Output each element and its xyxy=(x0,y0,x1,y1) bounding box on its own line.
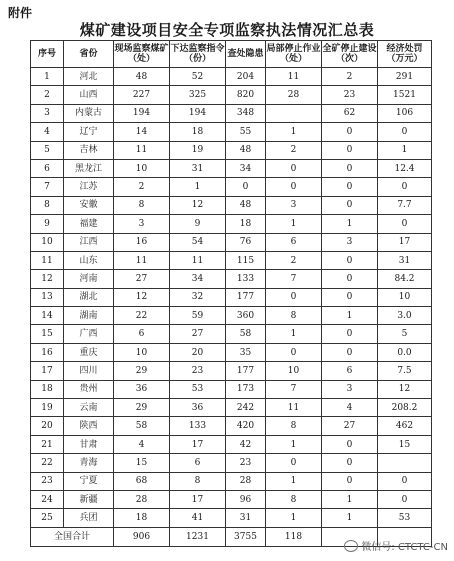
table-cell: 7 xyxy=(266,380,322,398)
header-index: 序号 xyxy=(31,41,64,68)
table-cell: 18 xyxy=(31,380,64,398)
table-cell: 1521 xyxy=(378,86,432,104)
table-cell: 23 xyxy=(31,472,64,490)
table-cell: 4 xyxy=(31,123,64,141)
table-cell: 59 xyxy=(170,307,226,325)
table-cell: 9 xyxy=(170,215,226,233)
table-cell: 5 xyxy=(378,325,432,343)
table-cell: 2 xyxy=(31,86,64,104)
table-row xyxy=(31,343,432,361)
table-cell: 8 xyxy=(31,196,64,214)
table-cell: 58 xyxy=(114,417,170,435)
annex-label: 附件 xyxy=(8,6,33,20)
table-cell: 8 xyxy=(114,196,170,214)
table-cell: 20 xyxy=(31,417,64,435)
table-body xyxy=(31,68,432,528)
table-cell: 青海 xyxy=(64,454,114,472)
table-row xyxy=(31,68,432,86)
table-cell: 42 xyxy=(226,435,266,453)
table-cell: 11 xyxy=(170,251,226,269)
table-cell: 2 xyxy=(266,141,322,159)
table-row xyxy=(31,435,432,453)
table-cell: 12 xyxy=(378,380,432,398)
total-cell: 906 xyxy=(114,527,170,546)
table-cell: 27 xyxy=(114,270,170,288)
table-cell: 242 xyxy=(226,399,266,417)
table-cell: 7 xyxy=(31,178,64,196)
table-cell: 山东 xyxy=(64,251,114,269)
table-cell: 云南 xyxy=(64,399,114,417)
table-cell: 辽宁 xyxy=(64,123,114,141)
table-cell: 18 xyxy=(170,123,226,141)
table-cell: 3.0 xyxy=(378,307,432,325)
table-cell: 0 xyxy=(322,178,378,196)
table-row xyxy=(31,159,432,177)
total-cell: 118 xyxy=(266,527,322,546)
table-cell: 1 xyxy=(322,307,378,325)
table-cell: 84.2 xyxy=(378,270,432,288)
table-cell: 0 xyxy=(322,141,378,159)
table-cell: 6 xyxy=(114,325,170,343)
table-row xyxy=(31,362,432,380)
table-cell: 54 xyxy=(170,233,226,251)
table-cell: 湖南 xyxy=(64,307,114,325)
page-title: 煤矿建设项目安全专项监察执法情况汇总表 xyxy=(79,21,375,39)
table-cell: 35 xyxy=(226,343,266,361)
table-cell: 28 xyxy=(114,490,170,508)
table-cell: 31 xyxy=(378,251,432,269)
table-cell: 8 xyxy=(266,490,322,508)
table-cell: 29 xyxy=(114,399,170,417)
table-cell: 96 xyxy=(226,490,266,508)
table-cell: 360 xyxy=(226,307,266,325)
table-cell: 12 xyxy=(170,196,226,214)
table-cell: 河南 xyxy=(64,270,114,288)
table-cell: 11 xyxy=(31,251,64,269)
table-cell: 15 xyxy=(114,454,170,472)
table-cell: 24 xyxy=(31,490,64,508)
table-cell: 0.0 xyxy=(378,343,432,361)
table-cell: 208.2 xyxy=(378,399,432,417)
header-row xyxy=(31,41,432,68)
table-cell: 10 xyxy=(31,233,64,251)
table-cell: 68 xyxy=(114,472,170,490)
table-cell: 20 xyxy=(170,343,226,361)
table-cell: 19 xyxy=(170,141,226,159)
table-cell: 0 xyxy=(378,490,432,508)
table-cell: 1 xyxy=(266,325,322,343)
table-cell: 23 xyxy=(322,86,378,104)
table-cell: 江西 xyxy=(64,233,114,251)
table-cell: 32 xyxy=(170,288,226,306)
table-cell: 21 xyxy=(31,435,64,453)
table-cell: 0 xyxy=(322,251,378,269)
table-cell: 0 xyxy=(266,159,322,177)
table-cell: 0 xyxy=(378,215,432,233)
table-cell: 兵团 xyxy=(64,509,114,527)
table-cell: 3 xyxy=(322,380,378,398)
table-cell: 1 xyxy=(322,509,378,527)
table-cell: 0 xyxy=(378,123,432,141)
table-cell: 11 xyxy=(114,251,170,269)
table-row xyxy=(31,86,432,104)
table-cell: 10 xyxy=(266,362,322,380)
table-row xyxy=(31,509,432,527)
table-cell: 宁夏 xyxy=(64,472,114,490)
table-row xyxy=(31,123,432,141)
total-label: 全国合计 xyxy=(31,527,114,546)
table-row xyxy=(31,104,432,122)
table-row xyxy=(31,233,432,251)
table-cell: 0 xyxy=(378,178,432,196)
table-cell: 8 xyxy=(266,307,322,325)
table-cell: 山西 xyxy=(64,86,114,104)
table-cell: 52 xyxy=(170,68,226,86)
table-cell: 0 xyxy=(266,343,322,361)
table-cell: 18 xyxy=(114,509,170,527)
table-cell: 1 xyxy=(378,141,432,159)
table-cell: 1 xyxy=(266,472,322,490)
table-cell: 0 xyxy=(322,435,378,453)
table-cell: 1 xyxy=(266,215,322,233)
table-cell: 16 xyxy=(31,343,64,361)
table-cell: 7.7 xyxy=(378,196,432,214)
table-cell: 0 xyxy=(322,454,378,472)
table-cell: 3 xyxy=(114,215,170,233)
table-cell: 湖北 xyxy=(64,288,114,306)
table-cell: 0 xyxy=(322,123,378,141)
table-cell: 31 xyxy=(226,509,266,527)
table-cell: 204 xyxy=(226,68,266,86)
table-row xyxy=(31,490,432,508)
table-cell xyxy=(378,454,432,472)
table-row xyxy=(31,196,432,214)
table-cell: 9 xyxy=(31,215,64,233)
table-row xyxy=(31,454,432,472)
table-cell: 34 xyxy=(170,270,226,288)
table-cell: 133 xyxy=(170,417,226,435)
table-row xyxy=(31,417,432,435)
table-row xyxy=(31,325,432,343)
table-cell: 7 xyxy=(266,270,322,288)
table-cell: 1 xyxy=(266,123,322,141)
table-cell: 16 xyxy=(114,233,170,251)
table-cell: 41 xyxy=(170,509,226,527)
table-cell: 1 xyxy=(322,215,378,233)
table-cell: 0 xyxy=(322,472,378,490)
table-cell: 陕西 xyxy=(64,417,114,435)
table-cell: 1 xyxy=(322,490,378,508)
table-cell: 福建 xyxy=(64,215,114,233)
table-cell: 115 xyxy=(226,251,266,269)
table-cell: 6 xyxy=(322,362,378,380)
table-cell: 10 xyxy=(114,159,170,177)
table-cell: 内蒙古 xyxy=(64,104,114,122)
table-cell: 58 xyxy=(226,325,266,343)
table-cell: 0 xyxy=(322,196,378,214)
table-cell: 29 xyxy=(114,362,170,380)
watermark-text: 微信号: CTCTC-CN xyxy=(361,542,448,553)
table-cell: 27 xyxy=(322,417,378,435)
table-cell: 0 xyxy=(322,325,378,343)
table-cell: 0 xyxy=(266,288,322,306)
table-cell: 62 xyxy=(322,104,378,122)
table-cell: 6 xyxy=(266,233,322,251)
table-cell: 48 xyxy=(226,141,266,159)
wechat-icon xyxy=(344,540,358,552)
table-cell: 12.4 xyxy=(378,159,432,177)
header-orders-issued: 下达监察指令（份） xyxy=(170,41,226,68)
table-cell: 22 xyxy=(31,454,64,472)
table-cell: 53 xyxy=(170,380,226,398)
table-cell: 广西 xyxy=(64,325,114,343)
table-cell: 462 xyxy=(378,417,432,435)
table-cell: 48 xyxy=(114,68,170,86)
table-cell: 甘肃 xyxy=(64,435,114,453)
table-cell: 0 xyxy=(322,159,378,177)
table-cell: 贵州 xyxy=(64,380,114,398)
table-cell: 22 xyxy=(114,307,170,325)
table-cell: 19 xyxy=(31,399,64,417)
table-cell: 黑龙江 xyxy=(64,159,114,177)
table-cell: 0 xyxy=(322,343,378,361)
table-cell: 36 xyxy=(114,380,170,398)
table-cell: 11 xyxy=(266,399,322,417)
table-cell: 194 xyxy=(170,104,226,122)
table-cell: 4 xyxy=(114,435,170,453)
table-cell: 0 xyxy=(266,454,322,472)
total-cell: 3755 xyxy=(226,527,266,546)
table-row xyxy=(31,307,432,325)
table-cell: 177 xyxy=(226,288,266,306)
table-cell: 江苏 xyxy=(64,178,114,196)
table-cell: 133 xyxy=(226,270,266,288)
table-cell: 2 xyxy=(266,251,322,269)
table-cell: 23 xyxy=(226,454,266,472)
table-cell: 14 xyxy=(114,123,170,141)
table-cell: 1 xyxy=(266,435,322,453)
table-cell: 0 xyxy=(378,472,432,490)
table-cell: 0 xyxy=(322,270,378,288)
table-cell: 17 xyxy=(170,435,226,453)
table-cell: 2 xyxy=(114,178,170,196)
table-cell: 4 xyxy=(322,399,378,417)
header-hazards: 查处隐患 xyxy=(226,41,266,68)
table-cell: 17 xyxy=(31,362,64,380)
table-row xyxy=(31,178,432,196)
table-cell: 0 xyxy=(322,288,378,306)
header-partial-stop: 局部停止作业（处） xyxy=(266,41,322,68)
table-cell: 3 xyxy=(322,233,378,251)
table-cell: 76 xyxy=(226,233,266,251)
table-cell: 3 xyxy=(31,104,64,122)
table-cell: 0 xyxy=(226,178,266,196)
table-cell: 34 xyxy=(226,159,266,177)
table-cell: 四川 xyxy=(64,362,114,380)
table-cell: 48 xyxy=(226,196,266,214)
table-cell: 2 xyxy=(322,68,378,86)
table-cell: 12 xyxy=(31,270,64,288)
table-cell: 17 xyxy=(170,490,226,508)
table-cell: 106 xyxy=(378,104,432,122)
table-cell: 27 xyxy=(170,325,226,343)
table-cell: 河北 xyxy=(64,68,114,86)
table-cell: 3 xyxy=(266,196,322,214)
total-cell: 1231 xyxy=(170,527,226,546)
table-cell: 28 xyxy=(266,86,322,104)
table-cell: 10 xyxy=(378,288,432,306)
table-row xyxy=(31,380,432,398)
table-row xyxy=(31,399,432,417)
table-cell: 18 xyxy=(226,215,266,233)
table-cell: 194 xyxy=(114,104,170,122)
table-cell: 8 xyxy=(266,417,322,435)
table-cell: 6 xyxy=(170,454,226,472)
table-cell xyxy=(266,104,322,122)
table-cell: 11 xyxy=(114,141,170,159)
table-row xyxy=(31,215,432,233)
table-cell: 15 xyxy=(378,435,432,453)
table-cell: 420 xyxy=(226,417,266,435)
header-full-stop: 全矿停止建设（次） xyxy=(322,41,378,68)
table-cell: 7.5 xyxy=(378,362,432,380)
table-cell: 6 xyxy=(31,159,64,177)
table-cell: 14 xyxy=(31,307,64,325)
table-cell: 291 xyxy=(378,68,432,86)
table-cell: 8 xyxy=(170,472,226,490)
header-province: 省份 xyxy=(64,41,114,68)
table-cell: 53 xyxy=(378,509,432,527)
table-cell: 13 xyxy=(31,288,64,306)
table-cell: 新疆 xyxy=(64,490,114,508)
table-cell: 55 xyxy=(226,123,266,141)
table-cell: 10 xyxy=(114,343,170,361)
table-cell: 325 xyxy=(170,86,226,104)
table-cell: 36 xyxy=(170,399,226,417)
table-cell: 0 xyxy=(266,178,322,196)
table-cell: 227 xyxy=(114,86,170,104)
table-cell: 17 xyxy=(378,233,432,251)
table-cell: 安徽 xyxy=(64,196,114,214)
table-cell: 820 xyxy=(226,86,266,104)
table-cell: 1 xyxy=(266,509,322,527)
watermark xyxy=(344,538,448,553)
summary-table xyxy=(30,40,432,547)
table-cell: 25 xyxy=(31,509,64,527)
table-cell: 348 xyxy=(226,104,266,122)
table-row xyxy=(31,288,432,306)
table-cell: 5 xyxy=(31,141,64,159)
table-row xyxy=(31,472,432,490)
header-penalty: 经济处罚（万元） xyxy=(378,41,432,68)
table-cell: 173 xyxy=(226,380,266,398)
table-row xyxy=(31,251,432,269)
table-cell: 23 xyxy=(170,362,226,380)
table-cell: 28 xyxy=(226,472,266,490)
table-cell: 1 xyxy=(170,178,226,196)
table-cell: 重庆 xyxy=(64,343,114,361)
table-cell: 177 xyxy=(226,362,266,380)
table-cell: 12 xyxy=(114,288,170,306)
table-cell: 11 xyxy=(266,68,322,86)
table-cell: 31 xyxy=(170,159,226,177)
table-row xyxy=(31,141,432,159)
header-mines-inspected: 现场监察煤矿（处） xyxy=(114,41,170,68)
table-cell: 吉林 xyxy=(64,141,114,159)
table-cell: 1 xyxy=(31,68,64,86)
table-cell: 15 xyxy=(31,325,64,343)
table-row xyxy=(31,270,432,288)
